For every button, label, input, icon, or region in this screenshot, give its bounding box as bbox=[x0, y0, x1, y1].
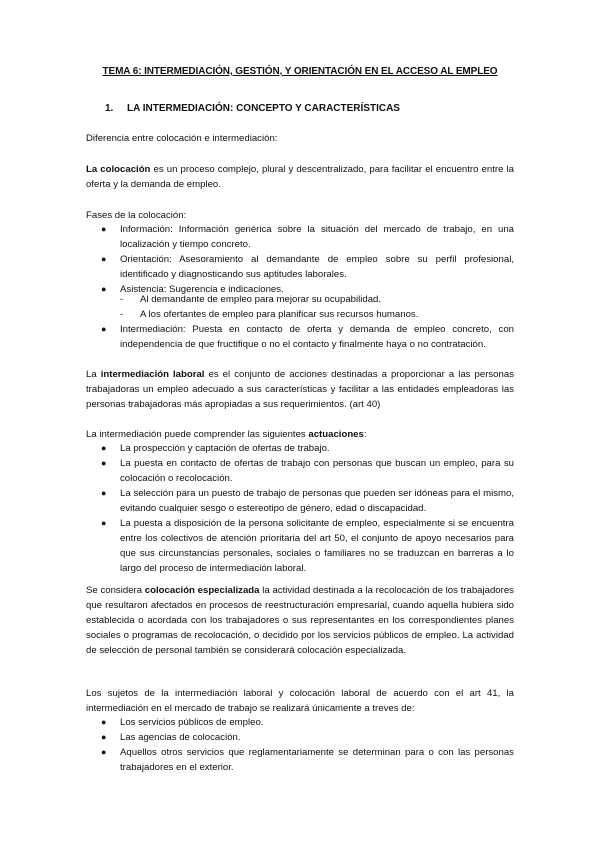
bullet-icon: ● bbox=[101, 732, 107, 742]
actuaciones-intro: La intermediación puede comprender las siguientes actuaciones: bbox=[86, 429, 367, 440]
colocacion-text: es un proceso complejo, plural y descentralizado, para facilitar el encuentro entre la oferta y la demanda de empleo. bbox=[86, 164, 514, 190]
dash-icon: - bbox=[120, 309, 123, 319]
list-item: ● La puesta a disposición de la persona solicitante de empleo, especialmente si se encuentra entre los colectivos de atención prioritaria del art 50, el conjunto de apoyo necesarios para que sus circunstancias personales, sociales o familiares no se traduzcan en barreras a lo largo del proceso de intermediación laboral. bbox=[101, 518, 514, 574]
fases-title: Fases de la colocación: bbox=[86, 210, 187, 221]
dash-icon: - bbox=[120, 294, 123, 304]
colocacion-term: La colocación bbox=[86, 164, 151, 175]
actuaciones-list bbox=[86, 441, 514, 576]
bullet-icon: ● bbox=[101, 717, 107, 727]
list-item: ● Aquellos otros servicios que reglamentariamente se determinan para o con las personas trabajadores en el exterior. bbox=[101, 747, 514, 773]
bullet-icon: ● bbox=[101, 224, 107, 234]
sujetos-intro: Los sujetos de la intermediación laboral y colocación laboral de acuerdo con el art 41, la intermediación en el mercado de trabajo se realizará únicamente a treves de: bbox=[86, 688, 514, 714]
list-item: ● La prospección y captación de ofertas de trabajo. bbox=[101, 443, 330, 454]
bullet-icon: ● bbox=[101, 518, 107, 528]
list-item: - Al demandante de empleo para mejorar su ocupabilidad. bbox=[120, 294, 382, 305]
colocacion-especializada-paragraph: Se considera colocación especializada la actividad destinada a la recolocación de los trabajadores que resultaron afectados en procesos de reestructuración empresarial, cuando aquella hubiera sido establecida o acordada con los trabajadores o sus representantes en los correspondientes planes sociales o programas de recolocación, o decidido por los servicios públicos de empleo. La actividad de selección de personal también se considerará colocación especializada. bbox=[86, 585, 514, 656]
actuaciones-term: actuaciones bbox=[308, 429, 364, 440]
especializada-term: colocación especializada bbox=[144, 585, 260, 596]
list-item: ● Los servicios públicos de empleo. bbox=[101, 717, 264, 728]
fases-list bbox=[86, 222, 514, 297]
asistencia-sublist bbox=[86, 292, 514, 322]
bullet-icon: ● bbox=[101, 443, 107, 453]
intermediacion-definition: La intermediación laboral es el conjunto de acciones destinadas a proporcionar a las personas trabajadoras un empleo adecuado a sus características y facilitar a las entidades empleadoras las personas trabajadoras más apropiadas a sus requerimientos. (art 40) bbox=[86, 369, 514, 410]
document-title: TEMA 6: INTERMEDIACIÓN, GESTIÓN, Y ORIENTACIÓN EN EL ACCESO AL EMPLEO bbox=[102, 66, 498, 77]
fases-list-continued bbox=[86, 322, 514, 352]
bullet-icon: ● bbox=[101, 284, 107, 294]
bullet-icon: ● bbox=[101, 254, 107, 264]
list-item: ● Información: Información genérica sobre la situación del mercado de trabajo, en una localización y tiempo concreto. bbox=[101, 224, 514, 250]
list-item: ● Intermediación: Puesta en contacto de oferta y demanda de empleo concreto, con independencia de que fructifique o no el contacto y finalmente haya o no contratación. bbox=[101, 324, 514, 350]
intro-paragraph: Diferencia entre colocación e intermediación: bbox=[86, 133, 278, 144]
bullet-icon: ● bbox=[101, 747, 107, 757]
list-item: ● Las agencias de colocación. bbox=[101, 732, 241, 743]
sujetos-list bbox=[86, 715, 514, 775]
list-item: ● Orientación: Asesoramiento al demandante de empleo sobre su perfil profesional, identificado y diagnosticando sus aptitudes laborales. bbox=[101, 254, 514, 280]
section-number: 1. bbox=[105, 103, 114, 114]
list-item: ● Asistencia: Sugerencia e indicaciones. bbox=[101, 284, 284, 295]
section-heading bbox=[105, 103, 400, 114]
bullet-icon: ● bbox=[101, 324, 107, 334]
intermediacion-term: intermediación laboral bbox=[100, 369, 205, 380]
colocacion-definition bbox=[86, 162, 514, 192]
list-item: ● La puesta en contacto de ofertas de trabajo con personas que buscan un empleo, para su colocación o recolocación. bbox=[101, 458, 514, 484]
list-item: ● La selección para un puesto de trabajo de personas que pueden ser idóneas para el mismo, evitando cualquier sesgo o estereotipo de género, edad o discapacidad. bbox=[101, 488, 514, 514]
list-item: - A los ofertantes de empleo para planificar sus recursos humanos. bbox=[120, 309, 419, 320]
bullet-icon: ● bbox=[101, 488, 107, 498]
bullet-icon: ● bbox=[101, 458, 107, 468]
section-heading-text: LA INTERMEDIACIÓN: CONCEPTO Y CARACTERÍSTICAS bbox=[127, 103, 400, 114]
